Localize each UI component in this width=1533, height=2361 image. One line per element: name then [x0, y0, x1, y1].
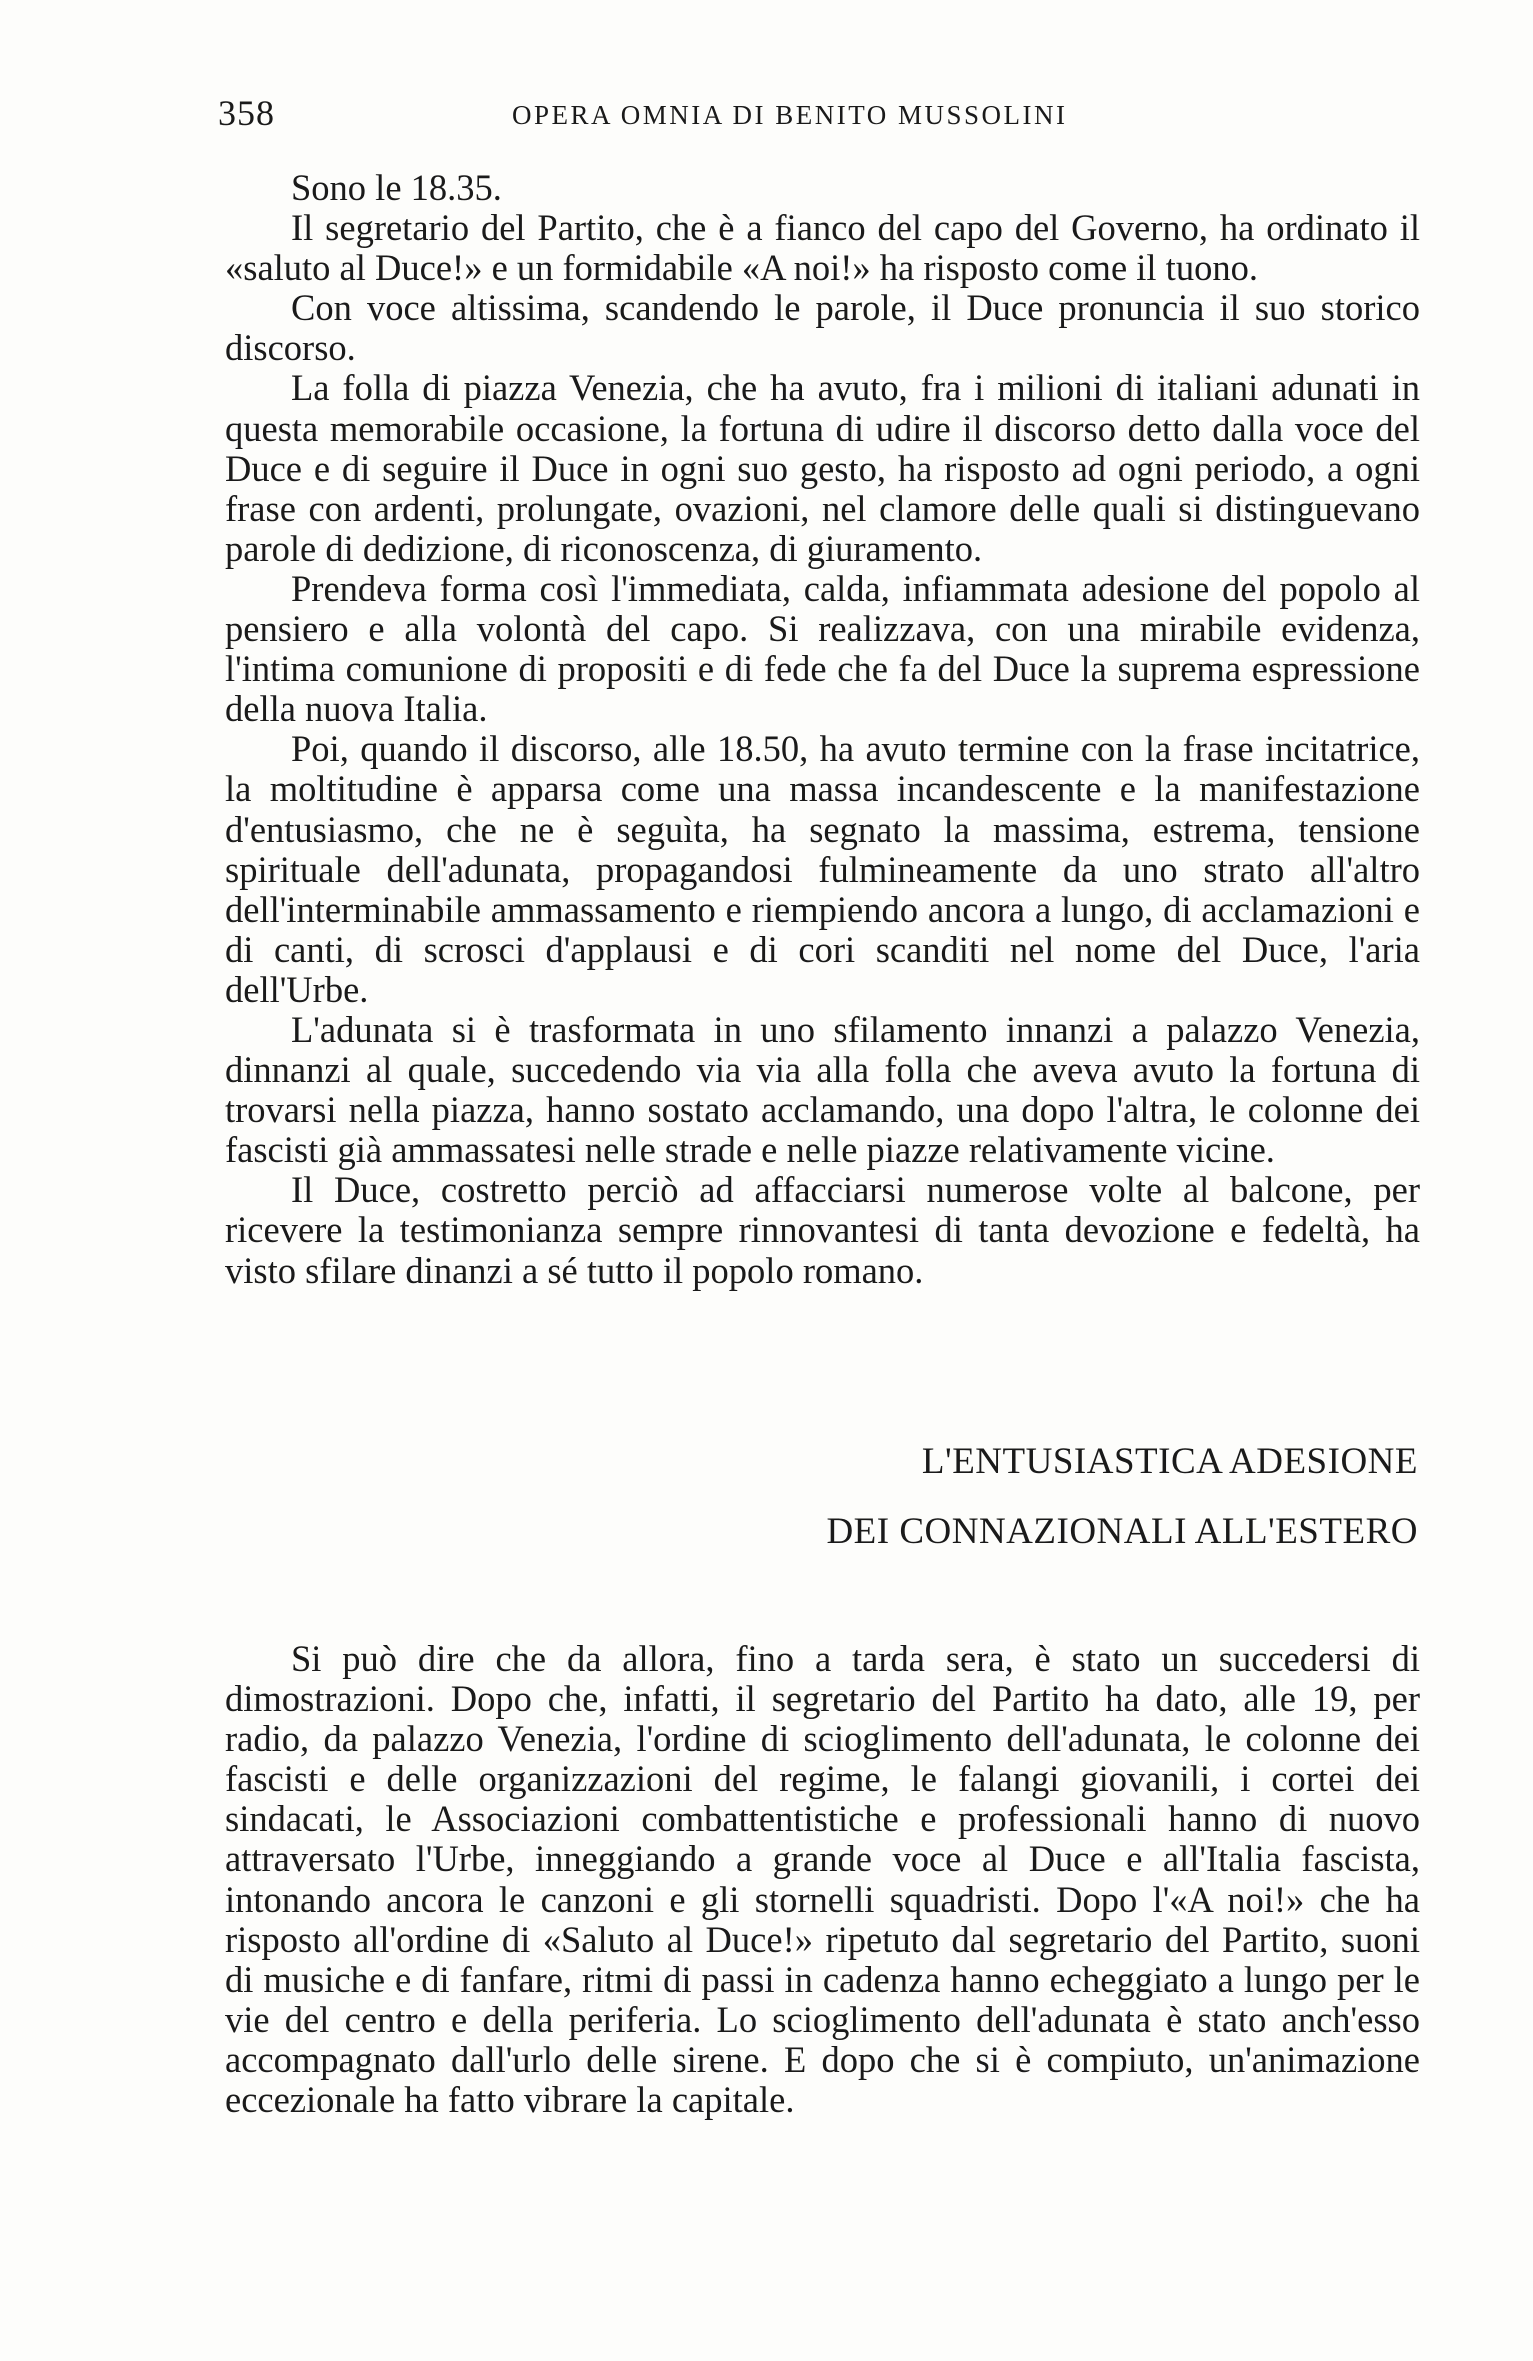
body-text-section-two: [225, 1639, 1420, 2120]
running-header: [218, 92, 1218, 132]
paragraph: La folla di piazza Venezia, che ha avuto, fra i milioni di italiani adunati in questa memorabile occasione, la fortuna di udire il discorso detto dalla voce del Duce e di seguire il Duce in ogni suo gesto, ha risposto ad ogni periodo, a ogni frase con ardenti, prolungate, ovazioni, nel clamore delle quali si distinguevano parole di dedizione, di riconoscenza, di giuramento.: [225, 367, 1420, 569]
paragraph: Il segretario del Partito, che è a fianco del capo del Governo, ha ordinato il «saluto al Duce!» e un formidabile «A noi!» ha risposto come il tuono.: [225, 207, 1420, 289]
paragraph: Sono le 18.35.: [291, 167, 502, 208]
section-heading-line-1: L'ENTUSIASTICA ADESIONE: [921, 1441, 1418, 1482]
paragraph: Si può dire che da allora, fino a tarda sera, è stato un succedersi di dimostrazioni. Dopo che, infatti, il segretario del Partito ha dato, alle 19, per radio, da palazzo Venezia, l'ordine di scioglimento dell'adunata, le colonne dei fascisti e delle organizzazioni del regime, le falangi giovanili, i cortei dei sindacati, le Associazioni combattentistiche e professionali hanno di nuovo attraversato l'Urbe, inneggiando a grande voce al Duce e all'Italia fascista, intonando ancora le canzoni e gli stornelli squadristi. Dopo l'«A noi!» che ha risposto all'ordine di «Saluto al Duce!» ripetuto dal segretario del Partito, suoni di musiche e di fanfare, ritmi di passi in cadenza hanno echeggiato a lungo per le vie del centro e della periferia. Lo scioglimento dell'adunata è stato anch'esso accompagnato dall'urlo delle sirene. E dopo che si è compiuto, un'animazione eccezionale ha fatto vibrare la capitale.: [225, 1638, 1420, 2121]
paragraph: Il Duce, costretto perciò ad affacciarsi numerose volte al balcone, per ricevere la testimonianza sempre rinnovantesi di tanta devozione e fedeltà, ha visto sfilare dinanzi a sé tutto il popolo romano.: [225, 1169, 1420, 1291]
running-title: OPERA OMNIA DI BENITO MUSSOLINI: [512, 100, 1068, 130]
paragraph: Prendeva forma così l'immediata, calda, infiammata adesione del popolo al pensiero e alla volontà del capo. Si realizzava, con una mirabile evidenza, l'intima comunione di propositi e di fede che fa del Duce la suprema espressione della nuova Italia.: [225, 567, 1420, 730]
paragraph: Poi, quando il discorso, alle 18.50, ha avuto termine con la frase incitatrice, la moltitudine è apparsa come una massa incandescente e la manifestazione d'entusiasmo, che ne è seguìta, ha segnato la massima, estrema, tensione spirituale dell'adunata, propagandosi fulmineamente da uno strato all'altro dell'interminabile ammassamento e riempiendo ancora a lungo, di acclamazioni e di canti, di scrosci d'applausi e di cori scanditi nel nome del Duce, l'aria dell'Urbe.: [225, 728, 1420, 1010]
paragraph: Con voce altissima, scandendo le parole, il Duce pronuncia il suo storico discorso.: [225, 287, 1420, 369]
body-text-section-one: [225, 168, 1420, 1291]
paragraph: L'adunata si è trasformata in uno sfilamento innanzi a palazzo Venezia, dinnanzi al quale, succedendo via via alla folla che aveva avuto la fortuna di trovarsi nella piazza, hanno sostato acclamando, una dopo l'altra, le colonne dei fascisti già ammassatesi nelle strade e nelle piazze relativamente vicine.: [225, 1008, 1420, 1171]
page-number: 358: [218, 93, 275, 133]
section-heading-line-2: DEI CONNAZIONALI ALL'ESTERO: [826, 1511, 1418, 1552]
